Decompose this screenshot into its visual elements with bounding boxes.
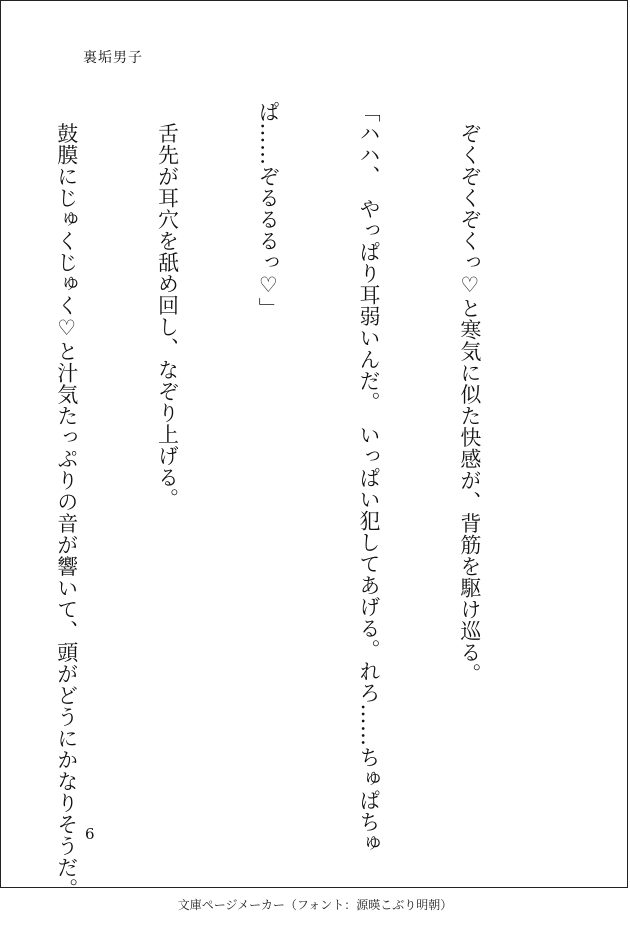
text-line: 「ハハ、 やっぱり耳弱いんだ。 いっぱい犯してあげる。れろ……ちゅぱちゅ <box>357 101 382 854</box>
text-line: ぞくぞくぞくっ♡と寒気に似た快感が、背筋を駆け巡る。 <box>457 101 482 685</box>
page-number: 6 <box>85 825 95 843</box>
text-line: ぱ……ぞるるるっ♡」 <box>256 101 281 319</box>
book-title: 裏垢男子 <box>83 50 143 66</box>
footer-credit: 文庫ページメーカー（フォント：源暎こぶり明朝） <box>177 898 453 912</box>
body-text <box>54 101 553 900</box>
text-line: 舌先が耳穴を舐め回し、なぞり上げる。 <box>155 101 180 510</box>
text-line: 鼓膜にじゅくじゅく♡と汁気たっぷりの音が響いて、頭がどうにかなりそうだ。 <box>54 101 79 900</box>
